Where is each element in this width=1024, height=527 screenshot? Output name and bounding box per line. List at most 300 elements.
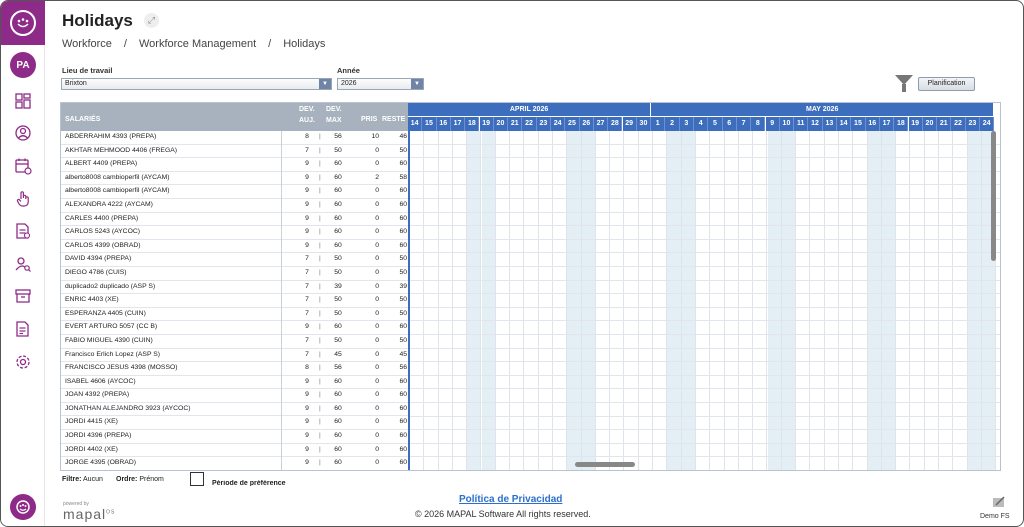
calendar-body[interactable] (408, 131, 1001, 471)
day-column[interactable] (825, 131, 839, 471)
dev-today-cell: 9 (305, 418, 309, 426)
employee-name: DAVID 4394 (PREPA) (65, 255, 132, 263)
dev-today-cell: 7 (305, 296, 309, 304)
row-gridline (410, 266, 1001, 267)
table-row[interactable] (61, 158, 408, 172)
employee-name: JORDI 4415 (XE) (65, 418, 118, 426)
dev-today-cell: 9 (305, 323, 309, 331)
filter-info-value: Aucun (83, 476, 103, 483)
remaining-cell: 50 (399, 309, 407, 317)
day-column[interactable] (911, 131, 925, 471)
day-header: 26 (580, 117, 594, 131)
dev-today-cell: 7 (305, 146, 309, 154)
day-column[interactable] (868, 131, 882, 471)
year-value: 2026 (341, 80, 357, 87)
remaining-cell: 60 (399, 200, 407, 208)
taken-cell: 0 (375, 459, 379, 467)
day-header: 30 (637, 117, 651, 131)
filter-info-label: Filtre: (62, 476, 82, 483)
report-document-icon[interactable] (14, 320, 32, 338)
table-row[interactable] (61, 335, 408, 349)
dev-max-cell: 60 (334, 228, 342, 236)
page-title: Holidays (62, 11, 133, 30)
day-header: 15 (851, 117, 865, 131)
chevron-down-icon[interactable]: ▼ (319, 79, 331, 89)
remaining-cell: 50 (399, 296, 407, 304)
day-column[interactable] (810, 131, 824, 471)
table-row[interactable] (61, 308, 408, 322)
day-column[interactable] (524, 131, 538, 471)
day-column[interactable] (467, 131, 481, 471)
remaining-cell: 50 (399, 336, 407, 344)
expand-icon[interactable]: ⤢ (144, 13, 159, 28)
day-column[interactable] (953, 131, 967, 471)
dev-max-cell: 60 (334, 214, 342, 222)
table-row[interactable] (61, 253, 408, 267)
cell-separator: | (319, 228, 321, 236)
dev-today-cell: 7 (305, 282, 309, 290)
taken-cell: 0 (375, 228, 379, 236)
day-column[interactable] (682, 131, 696, 471)
day-column[interactable] (567, 131, 581, 471)
dev-max-cell: 50 (334, 255, 342, 263)
day-header: 1 (651, 117, 665, 131)
day-column[interactable] (539, 131, 553, 471)
day-column[interactable] (667, 131, 681, 471)
dev-max-cell: 50 (334, 268, 342, 276)
day-header: 20 (923, 117, 937, 131)
day-header: 20 (494, 117, 508, 131)
employee-name: duplicado2 duplicado (ASP S) (65, 282, 156, 290)
table-row[interactable] (61, 416, 408, 430)
day-header: 21 (937, 117, 951, 131)
day-header: 17 (451, 117, 465, 131)
header-dev-max-line1: DEV. (326, 106, 342, 113)
taken-cell: 0 (375, 350, 379, 358)
remaining-cell: 60 (399, 377, 407, 385)
calendar-header (408, 103, 1001, 131)
row-gridline (410, 252, 1001, 253)
account-switch-icon[interactable] (992, 495, 1006, 509)
settings-gear-icon[interactable] (14, 353, 32, 371)
day-header: 22 (951, 117, 965, 131)
row-gridline (410, 470, 1001, 471)
day-column[interactable] (439, 131, 453, 471)
taken-cell: 0 (375, 377, 379, 385)
user-avatar[interactable]: PA (10, 52, 36, 78)
remaining-cell: 60 (399, 459, 407, 467)
employee-name: JOAN 4392 (PREPA) (65, 391, 130, 399)
employee-name: FABIO MIGUEL 4390 (CUIN) (65, 336, 153, 344)
dev-today-cell: 9 (305, 200, 309, 208)
employee-name: ABDERRAHIM 4393 (PREPA) (65, 133, 157, 140)
row-gridline (410, 157, 1001, 158)
breadcrumb-separator: / (268, 38, 272, 50)
privacy-policy-link[interactable]: Política de Privacidad (459, 494, 563, 505)
taken-cell: 0 (375, 214, 379, 222)
table-row[interactable] (61, 267, 408, 281)
remaining-cell: 45 (399, 350, 407, 358)
chevron-down-icon[interactable]: ▼ (411, 79, 423, 89)
taken-cell: 0 (375, 296, 379, 304)
dev-max-cell: 60 (334, 187, 342, 195)
day-header: 3 (680, 117, 694, 131)
dev-today-cell: 9 (305, 187, 309, 195)
horizontal-scrollbar[interactable] (575, 462, 635, 467)
cell-separator: | (319, 146, 321, 154)
row-gridline (410, 416, 1001, 417)
table-row[interactable] (61, 131, 408, 145)
day-header: 14 (408, 117, 422, 131)
cell-separator: | (319, 364, 321, 372)
copyright-text: © 2026 MAPAL Software All rights reserved. (415, 509, 591, 519)
cell-separator: | (319, 323, 321, 331)
remaining-cell: 60 (399, 404, 407, 412)
header-dev-today-line2: AUJ. (299, 117, 315, 124)
dev-max-cell: 50 (334, 296, 342, 304)
remaining-cell: 60 (399, 228, 407, 236)
calendar-clock-icon[interactable] (14, 157, 32, 175)
table-row[interactable] (61, 362, 408, 376)
taken-cell: 2 (375, 173, 379, 181)
cell-separator: | (319, 404, 321, 412)
dev-today-cell: 9 (305, 445, 309, 453)
dev-today-cell: 9 (305, 173, 309, 181)
day-header: 27 (594, 117, 608, 131)
cell-separator: | (319, 282, 321, 290)
table-row[interactable] (61, 444, 408, 458)
column-divider (281, 131, 282, 471)
order-info-label: Ordre: (116, 476, 138, 483)
row-gridline (410, 198, 1001, 199)
cell-separator: | (319, 160, 321, 168)
remaining-cell: 60 (399, 187, 407, 195)
cell-separator: | (319, 391, 321, 399)
employee-name: JORDI 4402 (XE) (65, 445, 118, 453)
employee-name: ESPERANZA 4405 (CUIN) (65, 309, 146, 317)
day-column[interactable] (710, 131, 724, 471)
employee-name: CARLES 4400 (PREPA) (65, 214, 139, 222)
dev-max-cell: 60 (334, 323, 342, 331)
remaining-cell: 60 (399, 323, 407, 331)
table-row[interactable] (61, 403, 408, 417)
archive-box-icon[interactable] (14, 287, 32, 305)
day-column[interactable] (939, 131, 953, 471)
day-column[interactable] (639, 131, 653, 471)
row-gridline (410, 320, 1001, 321)
taken-cell: 0 (375, 160, 379, 168)
remaining-cell: 60 (399, 432, 407, 440)
dev-today-cell: 9 (305, 214, 309, 222)
taken-cell: 0 (375, 187, 379, 195)
planning-button[interactable]: Planification (918, 77, 975, 91)
cell-separator: | (319, 133, 321, 140)
cell-separator: | (319, 432, 321, 440)
day-header: 11 (794, 117, 808, 131)
row-gridline (410, 225, 1001, 226)
row-gridline (410, 456, 1001, 457)
grid-header-left (61, 103, 408, 131)
day-column[interactable] (753, 131, 767, 471)
taken-cell: 0 (375, 255, 379, 263)
employee-name: ALEXANDRA 4222 (AYCAM) (65, 200, 153, 208)
row-gridline (410, 184, 1001, 185)
dev-today-cell: 7 (305, 309, 309, 317)
remaining-cell: 39 (399, 282, 407, 290)
table-row[interactable] (61, 349, 408, 363)
table-row[interactable] (61, 172, 408, 186)
employee-name: AKHTAR MEHMOOD 4406 (FREGA) (65, 146, 178, 154)
day-header: 13 (823, 117, 837, 131)
taken-cell: 0 (375, 432, 379, 440)
day-header: 24 (551, 117, 565, 131)
remaining-cell: 58 (399, 173, 407, 181)
remaining-cell: 60 (399, 241, 407, 249)
day-header: 25 (565, 117, 579, 131)
day-column[interactable] (510, 131, 524, 471)
row-gridline (410, 171, 1001, 172)
header-remaining: RESTE (382, 116, 406, 123)
breadcrumb-item-workforce[interactable]: Workforce (62, 38, 112, 50)
day-column[interactable] (725, 131, 739, 471)
user-search-icon[interactable] (14, 255, 32, 273)
table-row[interactable] (61, 145, 408, 159)
employee-name: alberto8008 cambioperfil (AYCAM) (65, 187, 170, 195)
hand-pointer-icon[interactable] (14, 190, 32, 208)
preference-legend-swatch (190, 472, 204, 486)
order-info (116, 476, 164, 483)
dev-max-cell: 60 (334, 241, 342, 249)
row-gridline (410, 443, 1001, 444)
app-logo[interactable] (1, 1, 45, 45)
cell-separator: | (319, 459, 321, 467)
day-header: 8 (751, 117, 765, 131)
taken-cell: 0 (375, 445, 379, 453)
employee-rows (61, 131, 408, 471)
location-select[interactable] (61, 78, 332, 90)
day-column[interactable] (653, 131, 667, 471)
table-row[interactable] (61, 321, 408, 335)
day-header: 14 (837, 117, 851, 131)
day-column[interactable] (596, 131, 610, 471)
breadcrumb-separator: / (123, 38, 127, 50)
dev-max-cell: 39 (334, 282, 342, 290)
mapal-logo-suffix: OS (106, 509, 116, 516)
day-column[interactable] (482, 131, 496, 471)
day-column[interactable] (625, 131, 639, 471)
remaining-cell: 60 (399, 445, 407, 453)
dev-max-cell: 60 (334, 418, 342, 426)
remaining-cell: 60 (399, 214, 407, 222)
employee-name: JORDI 4396 (PREPA) (65, 432, 132, 440)
row-gridline (410, 375, 1001, 376)
breadcrumb-item-holidays: Holidays (283, 38, 326, 50)
day-column[interactable] (610, 131, 624, 471)
day-header: 24 (980, 117, 994, 131)
taken-cell: 10 (371, 133, 379, 140)
taken-cell: 0 (375, 241, 379, 249)
table-row[interactable] (61, 213, 408, 227)
day-column[interactable] (582, 131, 596, 471)
day-header: 15 (422, 117, 436, 131)
day-column[interactable] (553, 131, 567, 471)
row-gridline (410, 334, 1001, 335)
remaining-cell: 60 (399, 418, 407, 426)
dev-today-cell: 9 (305, 228, 309, 236)
dev-today-cell: 9 (305, 391, 309, 399)
day-column[interactable] (853, 131, 867, 471)
day-header: 23 (537, 117, 551, 131)
day-header: 18 (465, 117, 479, 131)
day-column[interactable] (839, 131, 853, 471)
cell-separator: | (319, 445, 321, 453)
account-label[interactable]: Demo FS (980, 513, 1010, 520)
day-column[interactable] (496, 131, 510, 471)
breadcrumb (62, 38, 325, 50)
row-gridline (410, 348, 1001, 349)
breadcrumb-item-workforce-management[interactable]: Workforce Management (138, 38, 257, 50)
remaining-cell: 50 (399, 268, 407, 276)
month-header: MAY 2026 (651, 103, 994, 116)
document-check-icon[interactable] (14, 222, 32, 240)
row-gridline (410, 402, 1001, 403)
dev-max-cell: 50 (334, 309, 342, 317)
day-column[interactable] (453, 131, 467, 471)
year-select[interactable] (337, 78, 424, 90)
dev-today-cell: 7 (305, 255, 309, 263)
dev-today-cell: 9 (305, 432, 309, 440)
row-gridline (410, 388, 1001, 389)
year-label: Année (337, 66, 360, 75)
day-column[interactable] (896, 131, 910, 471)
row-gridline (410, 293, 1001, 294)
month-header: APRIL 2026 (408, 103, 651, 116)
taken-cell: 0 (375, 268, 379, 276)
dev-today-cell: 9 (305, 459, 309, 467)
dev-max-cell: 45 (334, 350, 342, 358)
preference-legend-label: Période de préférence (212, 480, 286, 486)
table-row[interactable] (61, 185, 408, 199)
dev-max-cell: 60 (334, 404, 342, 412)
taken-cell: 0 (375, 200, 379, 208)
holidays-grid (60, 102, 1001, 471)
employee-name: ALBERT 4409 (PREPA) (65, 160, 138, 168)
header-employees[interactable]: SALARIÉS (65, 116, 101, 123)
row-gridline (410, 144, 1001, 145)
day-column[interactable] (782, 131, 796, 471)
taken-cell: 0 (375, 391, 379, 399)
mapal-logo (63, 506, 115, 522)
taken-cell: 0 (375, 323, 379, 331)
day-column[interactable] (424, 131, 438, 471)
dev-max-cell: 60 (334, 200, 342, 208)
table-row[interactable] (61, 240, 408, 254)
day-column[interactable] (768, 131, 782, 471)
day-header: 12 (808, 117, 822, 131)
taken-cell: 0 (375, 364, 379, 372)
dev-today-cell: 7 (305, 268, 309, 276)
header-dev-max-line2: MAX (326, 117, 342, 124)
dev-max-cell: 60 (334, 391, 342, 399)
day-column[interactable] (796, 131, 810, 471)
cell-separator: | (319, 255, 321, 263)
table-row[interactable] (61, 281, 408, 295)
header-taken: PRIS (361, 116, 378, 123)
table-row[interactable] (61, 430, 408, 444)
dev-today-cell: 7 (305, 350, 309, 358)
remaining-cell: 60 (399, 160, 407, 168)
day-column[interactable] (882, 131, 896, 471)
remaining-cell: 46 (399, 133, 407, 140)
day-column[interactable] (696, 131, 710, 471)
dev-max-cell: 60 (334, 459, 342, 467)
day-column[interactable] (739, 131, 753, 471)
table-row[interactable] (61, 376, 408, 390)
table-row[interactable] (61, 199, 408, 213)
cell-separator: | (319, 418, 321, 426)
user-circle-icon[interactable] (14, 124, 32, 142)
cell-separator: | (319, 173, 321, 181)
dev-today-cell: 9 (305, 160, 309, 168)
dev-max-cell: 60 (334, 432, 342, 440)
powered-by-label: powered by (63, 501, 89, 507)
dashboard-icon[interactable] (14, 92, 32, 110)
cell-separator: | (319, 309, 321, 317)
day-header: 21 (508, 117, 522, 131)
day-header: 16 (437, 117, 451, 131)
table-row[interactable] (61, 457, 408, 471)
employee-name: EVERT ARTURO 5057 (CC B) (65, 323, 158, 331)
employee-name: FRANCISCO JESUS 4398 (MOSSO) (65, 364, 178, 372)
filter-info (62, 476, 103, 483)
table-row[interactable] (61, 226, 408, 240)
day-header: 16 (866, 117, 880, 131)
taken-cell: 0 (375, 404, 379, 412)
day-header: 9 (766, 117, 780, 131)
dev-today-cell: 8 (305, 364, 309, 372)
day-header: 29 (623, 117, 637, 131)
taken-cell: 0 (375, 418, 379, 426)
dev-max-cell: 60 (334, 377, 342, 385)
day-header: 7 (737, 117, 751, 131)
day-column[interactable] (925, 131, 939, 471)
cell-separator: | (319, 187, 321, 195)
dev-today-cell: 9 (305, 241, 309, 249)
employee-name: DIEGO 4786 (CUIS) (65, 268, 127, 276)
table-row[interactable] (61, 294, 408, 308)
dev-max-cell: 60 (334, 445, 342, 453)
employee-name: ISABEL 4606 (AYCOC) (65, 377, 136, 385)
cell-separator: | (319, 200, 321, 208)
remaining-cell: 60 (399, 391, 407, 399)
table-row[interactable] (61, 389, 408, 403)
dev-max-cell: 50 (334, 336, 342, 344)
day-header: 5 (708, 117, 722, 131)
cell-separator: | (319, 241, 321, 249)
dev-max-cell: 50 (334, 146, 342, 154)
dev-today-cell: 7 (305, 336, 309, 344)
remaining-cell: 50 (399, 255, 407, 263)
day-column[interactable] (410, 131, 424, 471)
day-header: 22 (522, 117, 536, 131)
day-column[interactable] (968, 131, 982, 471)
dev-today-cell: 8 (305, 133, 309, 140)
dev-max-cell: 56 (334, 133, 342, 140)
cell-separator: | (319, 336, 321, 344)
vertical-scrollbar[interactable] (991, 131, 996, 261)
logo-icon (10, 10, 36, 36)
assistant-logo-icon[interactable] (10, 494, 36, 520)
